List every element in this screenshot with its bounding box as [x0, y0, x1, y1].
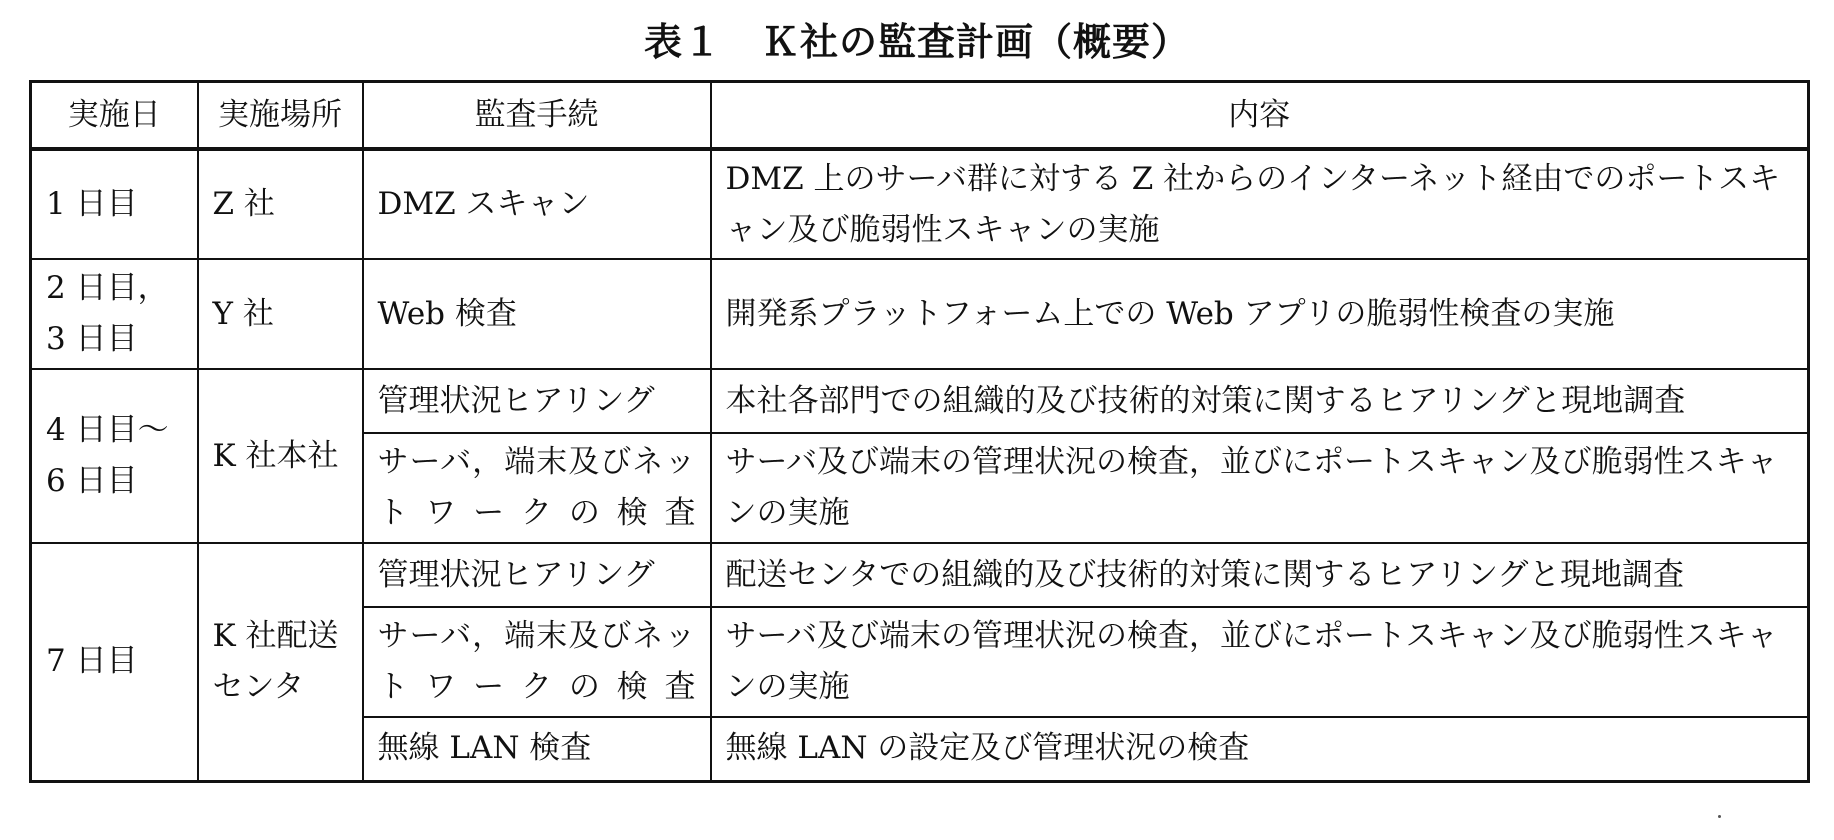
cell-content: 配送センタでの組織的及び技術的対策に関するヒアリングと現地調査 — [711, 543, 1809, 607]
cell-procedure: 管理状況ヒアリング — [363, 543, 711, 607]
header-row — [31, 82, 1809, 150]
table-row — [31, 259, 1809, 369]
cell-content: 無線 LAN の設定及び管理状況の検査 — [711, 717, 1809, 781]
cell-content: 開発系プラットフォーム上での Web アプリの脆弱性検査の実施 — [711, 259, 1809, 369]
header-place: 実施場所 — [198, 82, 363, 150]
cell-date: 1 日目 — [31, 149, 198, 259]
cell-content: 本社各部門での組織的及び技術的対策に関するヒアリングと現地調査 — [711, 369, 1809, 433]
header-date: 実施日 — [31, 82, 198, 150]
cell-procedure: サーバ，端末及びネットワークの検査 — [363, 433, 711, 543]
cell-content: サーバ及び端末の管理状況の検査，並びにポートスキャン及び脆弱性スキャンの実施 — [711, 607, 1809, 717]
cell-date: 2 日目，3 日目 — [31, 259, 198, 369]
cell-procedure: 管理状況ヒアリング — [363, 369, 711, 433]
cell-content: サーバ及び端末の管理状況の検査，並びにポートスキャン及び脆弱性スキャンの実施 — [711, 433, 1809, 543]
cell-procedure: Web 検査 — [363, 259, 711, 369]
table-row — [31, 369, 1809, 433]
cell-place: K 社配送センタ — [198, 543, 363, 781]
header-procedure: 監査手続 — [363, 82, 711, 150]
cell-date: 4 日目～6 日目 — [31, 369, 198, 543]
cell-procedure: サーバ，端末及びネットワークの検査 — [363, 607, 711, 717]
cell-procedure: DMZ スキャン — [363, 149, 711, 259]
table-title: 表１ Ｋ社の監査計画（概要） — [643, 20, 1190, 64]
cell-content: DMZ 上のサーバ群に対する Z 社からのインターネット経由でのポートスキャン及び脆弱性スキャンの実施 — [711, 149, 1809, 259]
cell-place: Y 社 — [198, 259, 363, 369]
table-row — [31, 149, 1809, 259]
cell-place: K 社本社 — [198, 369, 363, 543]
header-content: 内容 — [711, 82, 1809, 150]
cell-procedure: 無線 LAN 検査 — [363, 717, 711, 781]
scan-speck — [1718, 815, 1721, 818]
table-row — [31, 543, 1809, 607]
cell-place: Z 社 — [198, 149, 363, 259]
audit-plan-table — [29, 80, 1810, 783]
cell-date: 7 日目 — [31, 543, 198, 781]
